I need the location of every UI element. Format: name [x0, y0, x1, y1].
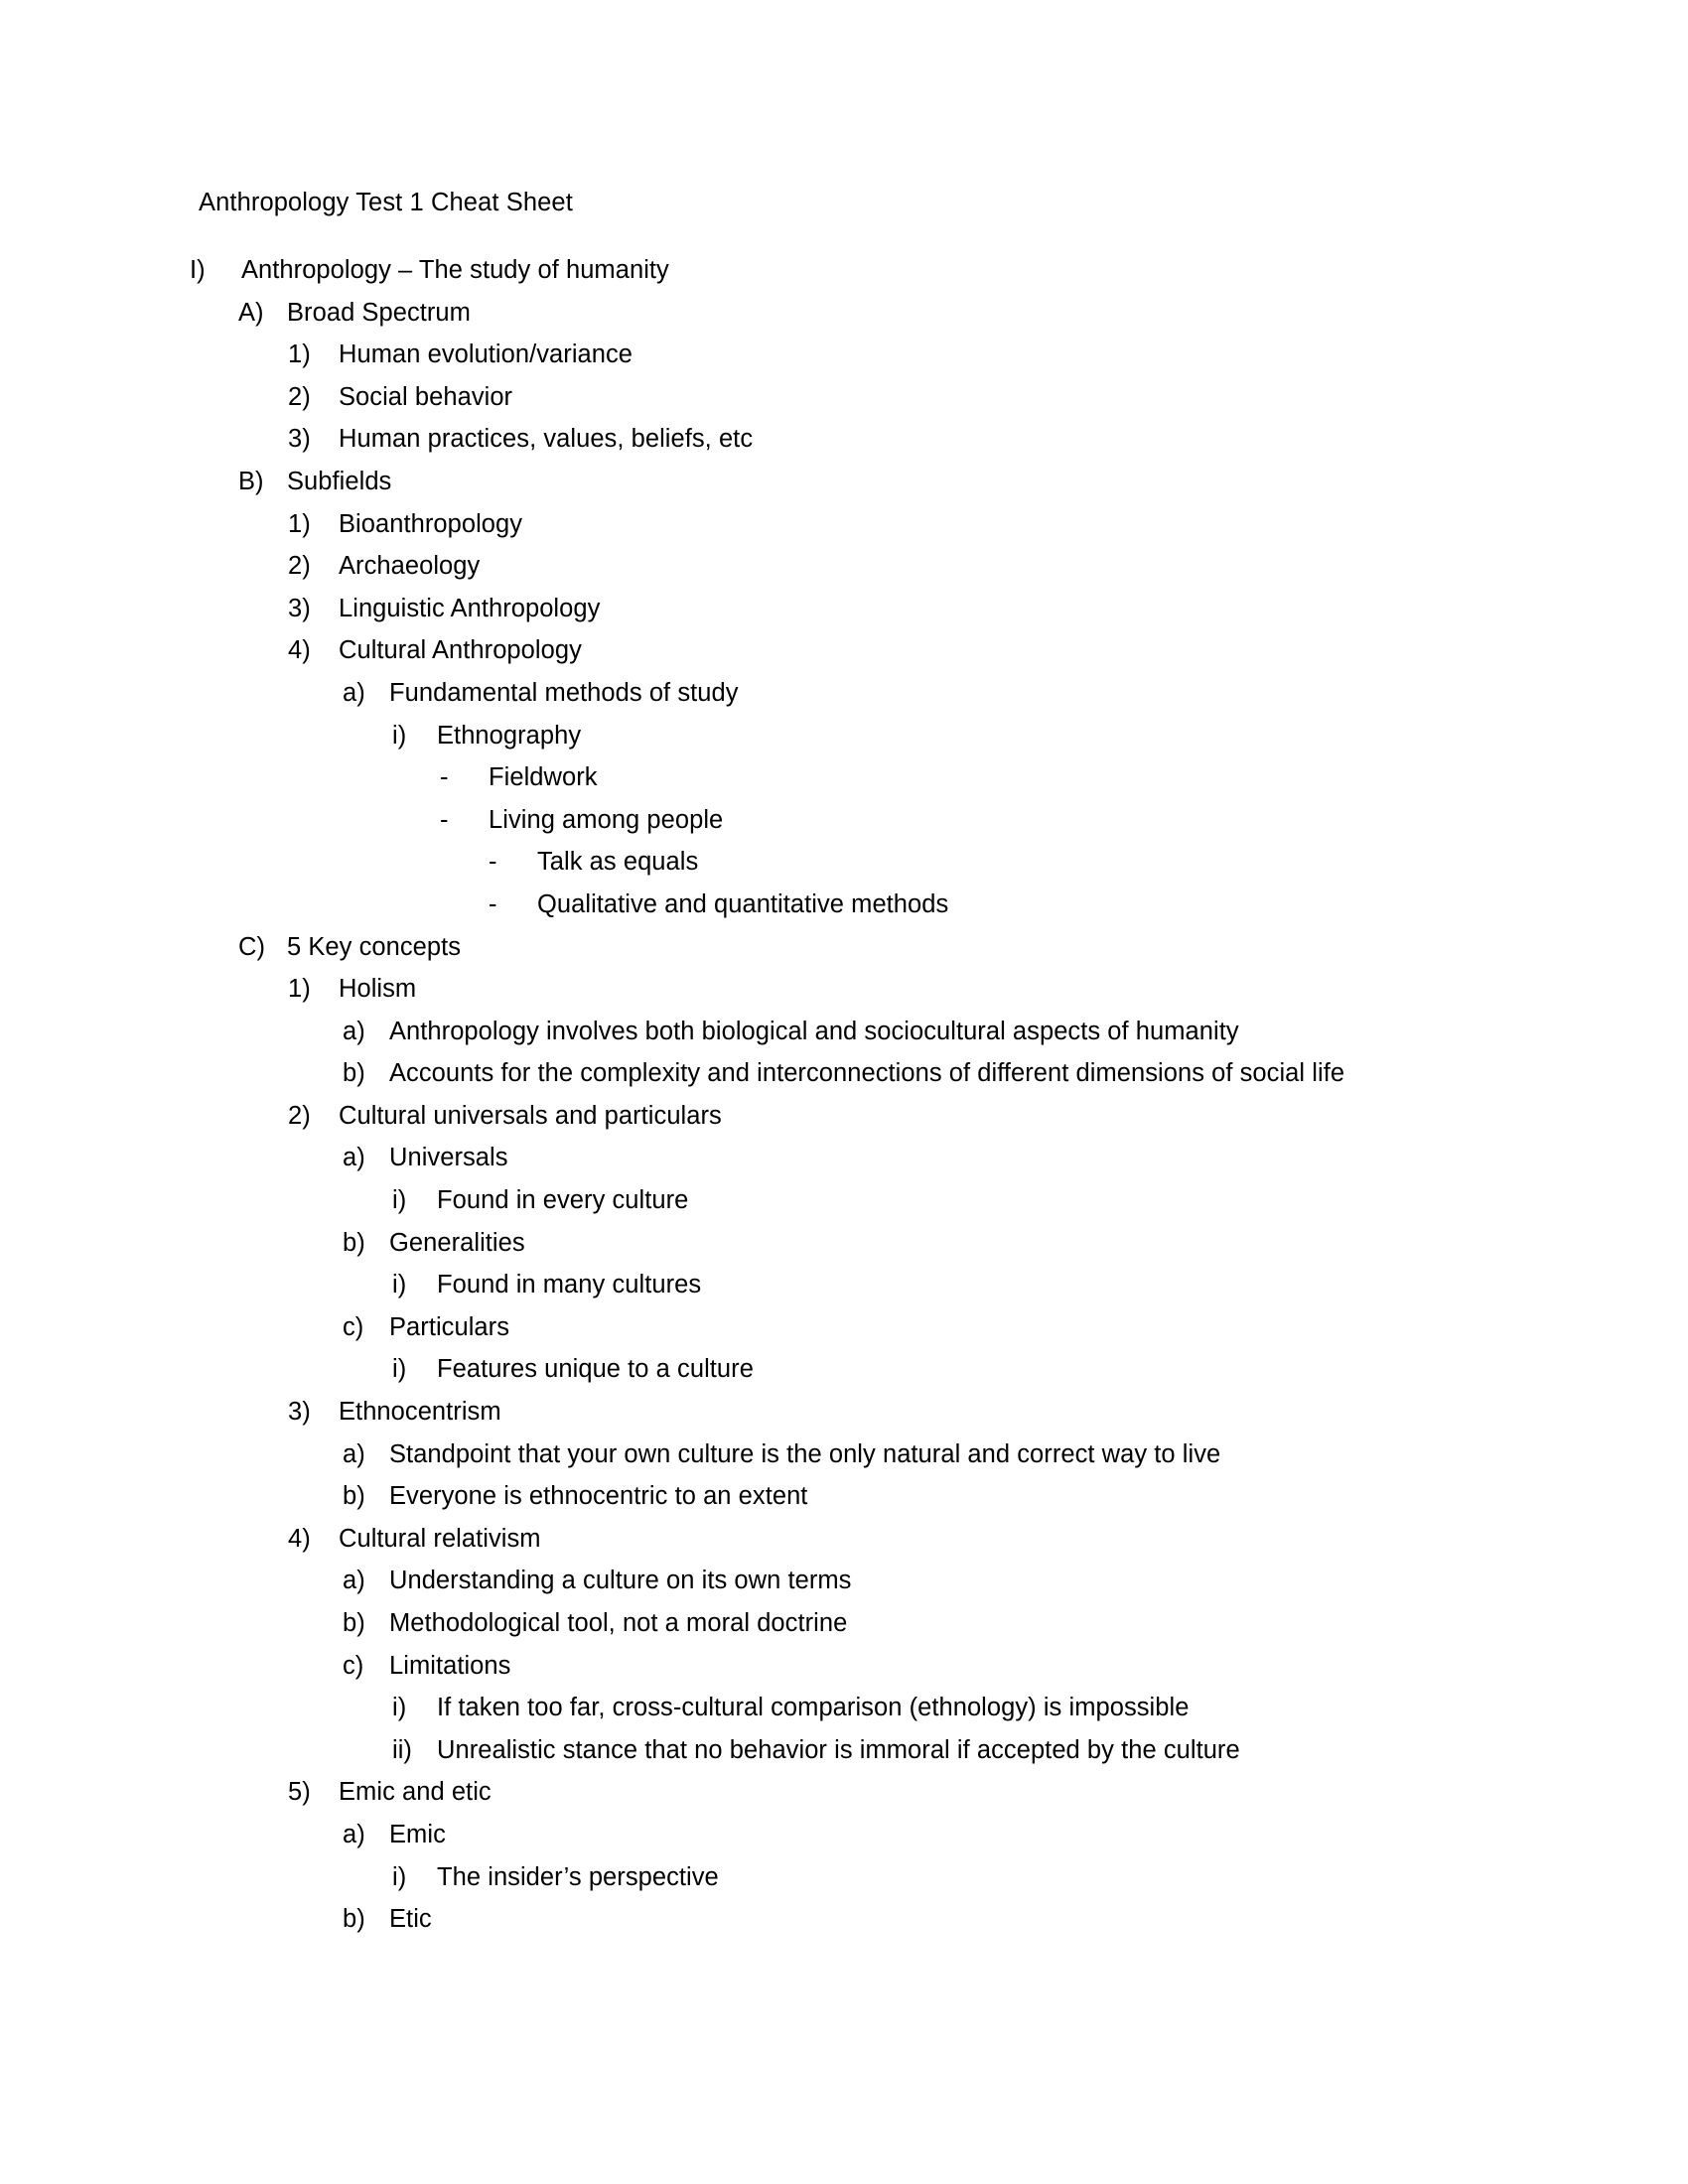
outline-item-marker: a) — [343, 1439, 365, 1468]
outline-item-label: Anthropology – The study of humanity — [241, 256, 669, 284]
outline-item-label: Human practices, values, beliefs, etc — [339, 425, 754, 454]
outline-item-marker: c) — [343, 1312, 364, 1341]
outline-item — [0, 1095, 1688, 1138]
outline-item-marker: 4) — [288, 636, 311, 665]
outline-item-label: Anthropology involves both biological and sociocultural aspects of humanity — [389, 1017, 1239, 1045]
outline-item-label: Cultural Anthropology — [339, 636, 582, 665]
outline-item — [0, 1306, 1688, 1349]
outline-item — [0, 1433, 1688, 1476]
outline-item-marker: i) — [392, 1355, 407, 1384]
outline-item-marker: 2) — [288, 382, 311, 411]
outline-item — [0, 672, 1688, 715]
outline-item-label: Linguistic Anthropology — [339, 594, 601, 622]
outline-item-label: Universals — [389, 1144, 508, 1172]
outline-item-label: Etic — [389, 1905, 432, 1934]
outline-item-marker: a) — [343, 678, 365, 707]
outline-item-marker: - — [489, 889, 497, 918]
outline-item-label: If taken too far, cross-cultural comparison (ethnology) is impossible — [437, 1694, 1190, 1722]
outline-item-marker: ii) — [392, 1735, 412, 1764]
outline-item-label: Found in many cultures — [437, 1271, 702, 1299]
outline-item — [0, 249, 1688, 292]
outline-item — [0, 629, 1688, 672]
page-title: Anthropology Test 1 Cheat Sheet — [199, 189, 573, 216]
outline-item — [0, 334, 1688, 376]
outline-item-marker: a) — [343, 1017, 365, 1045]
outline-item — [0, 1814, 1688, 1856]
outline-item-marker: 5) — [288, 1778, 311, 1807]
outline-item-marker: A) — [238, 298, 264, 327]
outline-item-label: Human evolution/variance — [339, 341, 633, 369]
outline-item-label: Features unique to a culture — [437, 1355, 754, 1384]
outline-item-marker: 3) — [288, 1398, 311, 1427]
outline-item-marker: - — [440, 805, 449, 834]
outline-item-label: The insider’s perspective — [437, 1862, 719, 1891]
outline-item-marker: i) — [392, 1186, 407, 1215]
outline-item — [0, 1771, 1688, 1814]
outline-item — [0, 799, 1688, 842]
outline-item-label: Particulars — [389, 1312, 510, 1341]
outline-item — [0, 1179, 1688, 1222]
outline-item — [0, 756, 1688, 799]
outline-item-label: Understanding a culture on its own terms — [389, 1567, 852, 1595]
outline-item-label: Broad Spectrum — [287, 298, 471, 327]
outline-item-label: Subfields — [287, 467, 392, 495]
document-body — [0, 182, 1688, 1941]
outline-item-label: Ethnocentrism — [339, 1398, 501, 1427]
outline-item-label: Methodological tool, not a moral doctrine — [389, 1609, 848, 1637]
outline-item-label: Unrealistic stance that no behavior is immoral if accepted by the culture — [437, 1735, 1240, 1764]
outline-item — [0, 1137, 1688, 1179]
outline-item — [0, 588, 1688, 630]
outline-item — [0, 1602, 1688, 1645]
outline-item-marker: 3) — [288, 425, 311, 454]
outline-item-label: Fieldwork — [489, 763, 598, 792]
outline-item — [0, 376, 1688, 419]
outline-item-marker: I) — [190, 256, 206, 284]
outline-item — [0, 926, 1688, 969]
outline-item — [0, 503, 1688, 546]
outline-item — [0, 1898, 1688, 1941]
outline-item-label: Emic and etic — [339, 1778, 492, 1807]
outline-item — [0, 1052, 1688, 1095]
outline-item-marker: i) — [392, 1271, 407, 1299]
outline-item-marker: b) — [343, 1482, 365, 1511]
outline-item-marker: 3) — [288, 594, 311, 622]
outline-item-marker: 2) — [288, 1101, 311, 1130]
outline-item — [0, 461, 1688, 503]
outline-item-label: Qualitative and quantitative methods — [537, 889, 949, 918]
outline-item-marker: B) — [238, 467, 264, 495]
outline-list — [0, 249, 1688, 1941]
outline-item-marker: b) — [343, 1059, 365, 1088]
outline-item — [0, 1348, 1688, 1391]
outline-item — [0, 1687, 1688, 1729]
outline-item-marker: c) — [343, 1651, 364, 1680]
outline-item — [0, 418, 1688, 461]
outline-item-label: Holism — [339, 975, 417, 1004]
outline-item-marker: - — [489, 848, 497, 877]
outline-item-marker: - — [440, 763, 449, 792]
outline-item — [0, 545, 1688, 588]
outline-item-label: Talk as equals — [537, 848, 699, 877]
outline-item-marker: 1) — [288, 975, 311, 1004]
outline-item — [0, 1391, 1688, 1433]
outline-item-label: Ethnography — [437, 721, 582, 750]
outline-item-marker: b) — [343, 1228, 365, 1257]
outline-item-marker: 2) — [288, 552, 311, 581]
outline-item-label: Everyone is ethnocentric to an extent — [389, 1482, 808, 1511]
outline-item — [0, 884, 1688, 926]
outline-item — [0, 1264, 1688, 1306]
outline-item — [0, 1729, 1688, 1772]
outline-item-label: Archaeology — [339, 552, 481, 581]
outline-item-label: Bioanthropology — [339, 509, 523, 538]
outline-item-marker: b) — [343, 1905, 365, 1934]
outline-item-label: Found in every culture — [437, 1186, 689, 1215]
outline-item-label: Cultural universals and particulars — [339, 1101, 722, 1130]
outline-item-marker: a) — [343, 1144, 365, 1172]
outline-item-marker: i) — [392, 721, 407, 750]
outline-item-label: Accounts for the complexity and interconnections of different dimensions of social life — [389, 1059, 1345, 1088]
outline-item-marker: i) — [392, 1694, 407, 1722]
outline-item — [0, 1856, 1688, 1899]
outline-item — [0, 292, 1688, 335]
outline-item — [0, 1475, 1688, 1518]
outline-item — [0, 968, 1688, 1011]
outline-item — [0, 715, 1688, 757]
outline-item-label: Emic — [389, 1820, 446, 1848]
outline-item-label: Fundamental methods of study — [389, 678, 739, 707]
outline-item — [0, 841, 1688, 884]
outline-item-marker: i) — [392, 1862, 407, 1891]
outline-item — [0, 1222, 1688, 1265]
outline-item-label: 5 Key concepts — [287, 932, 462, 961]
outline-item-marker: 1) — [288, 341, 311, 369]
outline-item-marker: 1) — [288, 509, 311, 538]
outline-item-label: Living among people — [489, 805, 724, 834]
outline-item-label: Social behavior — [339, 382, 513, 411]
outline-item-label: Generalities — [389, 1228, 525, 1257]
outline-item — [0, 1645, 1688, 1688]
outline-item-marker: C) — [238, 932, 266, 961]
outline-item — [0, 1518, 1688, 1561]
outline-item-marker: 4) — [288, 1524, 311, 1553]
outline-item-marker: a) — [343, 1820, 365, 1848]
outline-item — [0, 1011, 1688, 1053]
outline-item-label: Limitations — [389, 1651, 511, 1680]
outline-item-label: Cultural relativism — [339, 1524, 541, 1553]
outline-item-marker: b) — [343, 1609, 365, 1637]
outline-item-label: Standpoint that your own culture is the only natural and correct way to live — [389, 1439, 1221, 1468]
outline-item-marker: a) — [343, 1567, 365, 1595]
outline-item — [0, 1560, 1688, 1602]
